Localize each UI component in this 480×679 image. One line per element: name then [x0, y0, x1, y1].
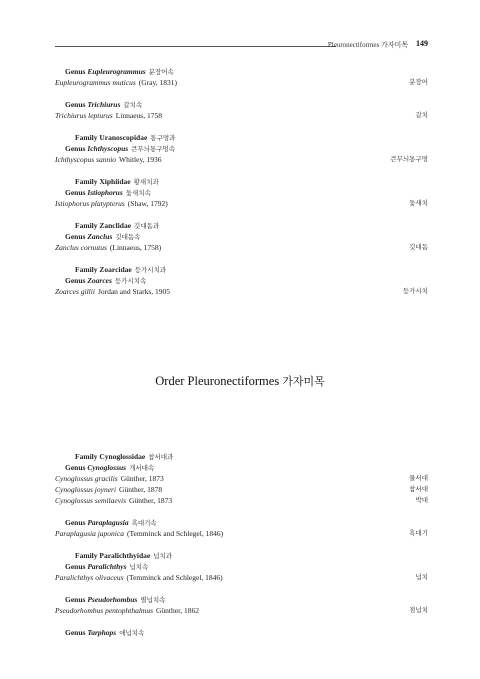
species-scientific-name: Cynoglossus gracilis: [55, 474, 118, 483]
family-korean-name: 참서대과: [148, 453, 174, 461]
family-heading: [55, 176, 428, 187]
running-header: [55, 40, 428, 50]
genus-korean-name: 개서대속: [129, 464, 155, 472]
species-author: Günther, 1873: [129, 496, 173, 505]
family-heading: [55, 264, 428, 275]
running-title: Pleuronectiformes 가자미목: [327, 41, 408, 49]
species-common-name: 넙치: [415, 573, 428, 581]
genus-name: Cynoglossus: [87, 463, 127, 472]
order-name: Order Pleuronectiformes: [155, 374, 280, 388]
genus-label: Genus: [65, 276, 88, 285]
header-rule: [55, 46, 336, 47]
genus-heading: [55, 143, 428, 154]
genus-heading: [55, 594, 428, 605]
species-scientific-name: Zoarces gillii: [55, 287, 95, 296]
entry-spacer: [55, 539, 428, 550]
species-entry: [55, 528, 428, 539]
species-scientific-name: Zanclus cornutus: [55, 243, 107, 252]
species-author: Günther, 1873: [120, 474, 164, 483]
family-korean-name: 황새치과: [133, 178, 159, 186]
genus-name: Zoarces: [87, 276, 112, 285]
family-korean-name: 등가시치과: [134, 266, 167, 274]
species-common-name: 돛새치: [409, 199, 428, 207]
species-author: Jordan and Starks, 1905: [97, 287, 171, 296]
genus-korean-name: 흑대기속: [131, 519, 157, 527]
species-scientific-name: Trichiurus lepturus: [55, 111, 113, 120]
genus-korean-name: 깃대돔속: [115, 233, 141, 241]
genus-label: Genus: [65, 562, 88, 571]
species-common-name: 박대: [415, 496, 428, 504]
family-korean-name: 넙치과: [153, 552, 173, 560]
species-scientific-name: Istiophorus platypterus: [55, 199, 125, 208]
species-scientific-name: Paraplagusia japonica: [55, 529, 124, 538]
species-author: (Shaw, 1792): [127, 199, 168, 208]
entry-spacer: [55, 165, 428, 176]
genus-label: Genus: [65, 595, 88, 604]
species-common-name: 깃대돔: [409, 243, 428, 251]
species-common-name: 등가시치: [402, 287, 428, 295]
family-heading: [55, 550, 428, 561]
species-entry: [55, 495, 428, 506]
species-scientific-name: Cynoglossus semilaevis: [55, 496, 127, 505]
family-korean-name: 통구멍과: [150, 134, 176, 142]
species-common-name: 큰무늬통구멍: [390, 155, 428, 163]
taxa-list-bottom: [55, 451, 428, 638]
species-entry: [55, 484, 428, 495]
genus-label: Genus: [65, 100, 88, 109]
genus-heading: [55, 99, 428, 110]
genus-label: Genus: [65, 67, 88, 76]
family-name: Family Cynoglossidae: [75, 452, 146, 461]
genus-label: Genus: [65, 188, 88, 197]
species-entry: [55, 572, 428, 583]
entry-spacer: [55, 253, 428, 264]
genus-heading: [55, 627, 428, 638]
species-common-name: 분장어: [409, 78, 428, 86]
species-scientific-name: Ichthyscopus sannio: [55, 155, 117, 164]
species-common-name: 갈치: [415, 111, 428, 119]
genus-name: Tarphops: [87, 628, 117, 637]
genus-name: Ichthyscopus: [87, 144, 129, 153]
family-korean-name: 깃대돔과: [134, 222, 160, 230]
entry-spacer: [55, 616, 428, 627]
genus-korean-name: 분장어속: [148, 68, 174, 76]
taxa-list-top: [55, 66, 428, 297]
genus-name: Zanclus: [87, 232, 113, 241]
genus-name: Pseudorhombus: [87, 595, 138, 604]
species-common-name: 참서대: [409, 485, 428, 493]
species-entry: [55, 473, 428, 484]
family-heading: [55, 132, 428, 143]
genus-korean-name: 큰무늬통구멍속: [131, 145, 176, 153]
genus-name: Trichiurus: [87, 100, 121, 109]
family-heading: [55, 451, 428, 462]
species-author: Whitley, 1936: [119, 155, 162, 164]
order-heading: [0, 373, 480, 389]
family-name: Family Xiphiidae: [75, 177, 131, 186]
genus-heading: [55, 187, 428, 198]
genus-korean-name: 등가시치속: [114, 277, 147, 285]
species-scientific-name: Eupleurogrammus muticus: [55, 78, 136, 87]
species-entry: [55, 605, 428, 616]
species-entry: [55, 154, 428, 165]
species-common-name: 점넙치: [409, 606, 428, 614]
family-name: Family Zanclidae: [75, 221, 132, 230]
species-author: Günther, 1878: [119, 485, 163, 494]
family-heading: [55, 220, 428, 231]
genus-heading: [55, 462, 428, 473]
genus-name: Istiophorus: [87, 188, 123, 197]
genus-heading: [55, 66, 428, 77]
genus-label: Genus: [65, 232, 88, 241]
genus-label: Genus: [65, 463, 88, 472]
genus-name: Paraplagusia: [87, 518, 129, 527]
genus-label: Genus: [65, 628, 88, 637]
genus-heading: [55, 231, 428, 242]
species-entry: [55, 77, 428, 88]
genus-name: Eupleurogrammus: [87, 67, 146, 76]
species-common-name: 물서대: [409, 474, 428, 482]
species-entry: [55, 110, 428, 121]
species-scientific-name: Pseudorhombus pentophthalmus: [55, 606, 153, 615]
genus-heading: [55, 561, 428, 572]
genus-korean-name: 별넙치속: [140, 596, 166, 604]
entry-spacer: [55, 506, 428, 517]
species-entry: [55, 198, 428, 209]
species-author: Günther, 1862: [156, 606, 200, 615]
species-scientific-name: Cynoglossus joyneri: [55, 485, 117, 494]
species-author: (Temminck and Schlegel, 1846): [126, 573, 223, 582]
species-author: (Gray, 1831): [138, 78, 178, 87]
genus-label: Genus: [65, 144, 88, 153]
species-author: (Temminck and Schlegel, 1846): [126, 529, 224, 538]
genus-korean-name: 넙치속: [129, 563, 149, 571]
species-author: (Linnaeus, 1758): [109, 243, 162, 252]
species-author: Linnaeus, 1758: [115, 111, 162, 120]
species-scientific-name: Paralichthys olivaceus: [55, 573, 124, 582]
genus-name: Paralichthys: [87, 562, 127, 571]
entry-spacer: [55, 121, 428, 132]
genus-korean-name: 애넙치속: [119, 629, 145, 637]
order-korean-name: 가자미목: [282, 375, 325, 388]
family-name: Family Paralichthyidae: [75, 551, 151, 560]
genus-label: Genus: [65, 518, 88, 527]
entry-spacer: [55, 583, 428, 594]
genus-korean-name: 돛새치속: [125, 189, 151, 197]
genus-heading: [55, 275, 428, 286]
species-entry: [55, 286, 428, 297]
species-common-name: 흑대기: [409, 529, 428, 537]
family-name: Family Uranoscopidae: [75, 133, 148, 142]
family-name: Family Zoarcidae: [75, 265, 132, 274]
species-entry: [55, 242, 428, 253]
entry-spacer: [55, 209, 428, 220]
genus-heading: [55, 517, 428, 528]
entry-spacer: [55, 88, 428, 99]
genus-korean-name: 갈치속: [123, 101, 143, 109]
page-number: 149: [416, 39, 428, 48]
